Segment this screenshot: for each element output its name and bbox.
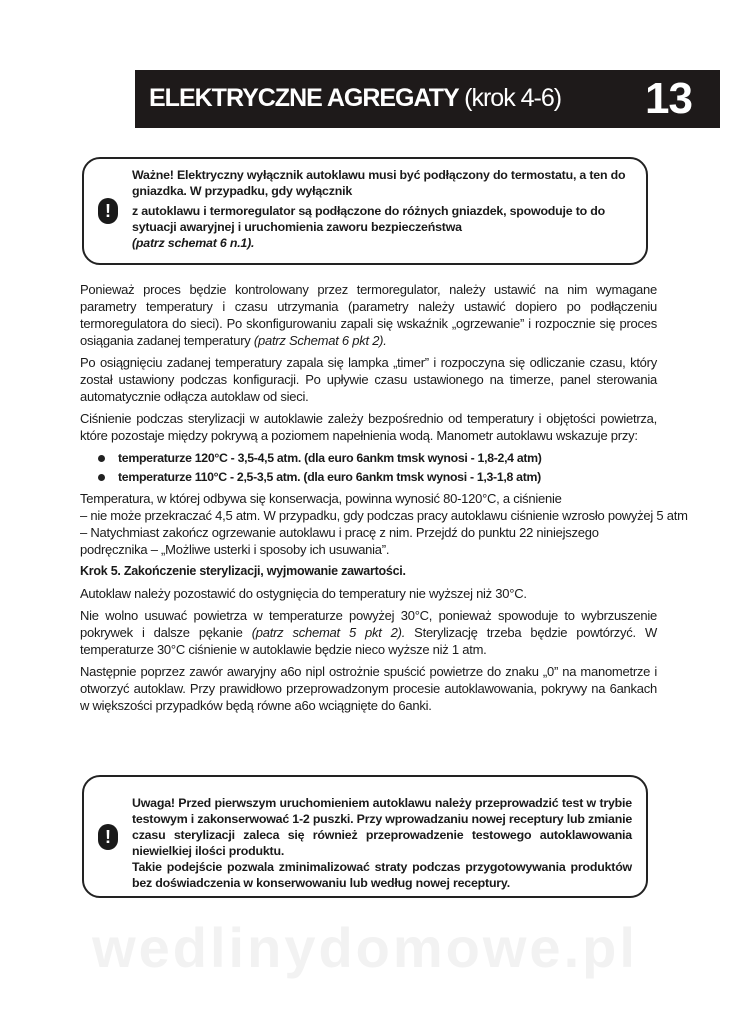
warning-paragraph-1: Uwaga! Przed pierwszym uruchomieniem autoklawu należy przeprowadzić test w trybie testowym i zakonserwować 1-2 puszki. Przy wprowadzaniu nowej receptury lub zmianie czasu sterylizacji zaleca się również przeprowadzenie testowego autoklawowania niewielkiej ilości produktu. <box>132 796 633 858</box>
chapter-title <box>149 84 561 113</box>
paragraph-7: Następnie poprzez zawór awaryjny a6o nipl ostrożnie spuścić powietrze do znaku „0” na manometrze i otworzyć autoklaw. Przy prawidłowo przeprowadzonym procesie autoklawowania, pokrywy na 6ankach w większości przypadków będą równe a6o wciągnięte do 6anki. <box>80 664 657 713</box>
notice-line-1: Ważne! Elektryczny wyłącznik autoklawu musi być podłączony do termostatu, a ten do gniazdka. W przypadku, gdy wyłącznik <box>132 168 626 198</box>
warning-notice <box>82 775 648 898</box>
paragraph-5: Autoklaw należy pozostawić do ostygnięcia do temperatury nie wyższej niż 30°C. <box>80 586 527 601</box>
important-notice <box>82 157 648 265</box>
paragraph-1-reference: (patrz Schemat 6 pkt 2). <box>253 333 387 348</box>
paragraph-4-line: Temperatura, w której odbywa się konserwacja, powinna wynosić 80-120°C, a ciśnienie <box>80 491 562 506</box>
paragraph-3: Ciśnienie podczas sterylizacji w autoklawie zależy bezpośrednio od temperatury i objętości powietrza, które pozostaje między pokrywą a poziomem napełnienia wodą. Manometr autoklawu wskazuje przy: <box>80 411 657 443</box>
pressure-list <box>80 449 657 487</box>
paragraph-4-line: podręcznika – „Możliwe usterki i sposoby ich usuwania”. <box>80 542 390 557</box>
notice-reference: (patrz schemat 6 n.1). <box>132 236 255 250</box>
list-item <box>80 468 657 487</box>
warning-paragraph-2: Takie podejście pozwala zminimalizować straty podczas przygotowywania produktów bez doświadczenia w konserwowaniu lub według nowej receptury. <box>132 860 632 890</box>
paragraph-6 <box>80 607 657 658</box>
paragraph-2: Po osiągnięciu zadanej temperatury zapala się lampka „timer” i rozpoczyna się odliczanie czasu, który został ustawiony podczas konfiguracji. Po upływie czasu ustawionego na timerze, panel sterowania automatycznie odłącza autoklaw od sieci. <box>80 355 657 404</box>
list-item-text: temperaturze 120°C - 3,5-4,5 atm. (dla euro 6ankm tmsk wynosi - 1,8-2,4 atm) <box>118 451 542 465</box>
notice-line-2 <box>132 203 632 251</box>
bullet-icon <box>98 474 105 481</box>
paragraph-1 <box>80 281 657 349</box>
chapter-title-main: ELEKTRYCZNE AGREGATY <box>149 84 459 112</box>
chapter-header <box>135 70 720 128</box>
list-item-text: temperaturze 110°C - 2,5-3,5 atm. (dla euro 6ankm tmsk wynosi - 1,3-1,8 atm) <box>118 470 541 484</box>
paragraph-6-text: Nie wolno usuwać powietrza w temperaturze powyżej 30°C, ponieważ spowoduje to wybrzuszenie pokrywek i dalsze pękanie <box>80 608 657 640</box>
watermark: wedlinydomowe.pl <box>92 916 638 979</box>
paragraph-6-text-2: Sterylizację trzeba będzie powtórzyć. W temperaturze 30°C ciśnienie w autoklawie będzie nieco wyższe niż 1 atm. <box>80 625 657 657</box>
paragraph-4-line: – nie może przekraczać 4,5 atm. W przypadku, gdy podczas pracy autoklawu ciśnienie wzrosło powyżej 5 atm <box>80 508 688 523</box>
exclamation-icon: ! <box>98 824 118 850</box>
paragraph-6-reference: (patrz schemat 5 pkt 2). <box>251 625 406 640</box>
bullet-icon <box>98 455 105 462</box>
chapter-subtitle: (krok 4-6) <box>464 84 562 112</box>
list-item <box>80 449 657 468</box>
page-number: 13 <box>645 74 692 123</box>
main-text <box>80 281 688 719</box>
exclamation-icon: ! <box>98 198 118 224</box>
paragraph-4 <box>80 490 688 558</box>
paragraph-4-line: – Natychmiast zakończ ogrzewanie autoklawu i pracę z nim. Przejdź do punktu 22 niniejszego <box>80 525 599 540</box>
notice-line-2-text: z autoklawu i termoregulator są podłączone do różnych gniazdek, spowoduje to do sytuacji awaryjnej i uruchomienia zaworu bezpieczeństwa <box>132 204 605 234</box>
paragraph-1-text: Ponieważ proces będzie kontrolowany przez termoregulator, należy ustawić na nim wymagane parametry temperatury i czasu utrzymania (parametry należy ustawić dopiero po podłączeniu termoregulatora do sieci). Po skonfigurowaniu zapali się wskaźnik „ogrzewanie” i rozpocznie się proces osiągania zadanej temperatury <box>80 282 657 348</box>
step-5-heading: Krok 5. Zakończenie sterylizacji, wyjmowanie zawartości. <box>80 564 406 578</box>
